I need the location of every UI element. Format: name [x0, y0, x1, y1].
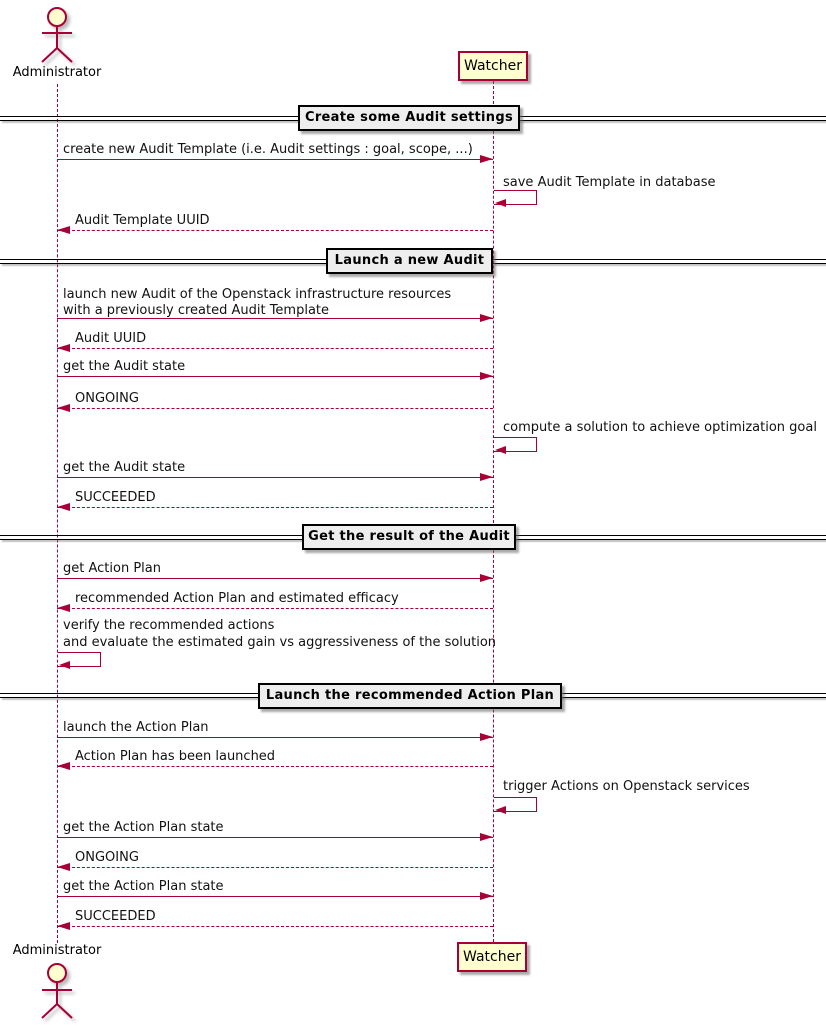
return-line	[57, 926, 493, 927]
return-line	[57, 230, 493, 231]
return-audit-template-uuid: Audit Template UUID	[75, 213, 210, 228]
self-message-verify-line1: verify the recommended actions	[63, 618, 275, 633]
watcher-box-bottom: Watcher	[457, 942, 527, 972]
arrowhead-right-icon	[480, 574, 493, 582]
arrowhead-right-icon	[480, 155, 493, 163]
arrow-line	[57, 376, 493, 377]
arrowhead-right-icon	[480, 833, 493, 841]
message-launch-new-audit-line2: with a previously created Audit Template	[63, 303, 330, 318]
arrowhead-right-icon	[480, 733, 493, 741]
arrowhead-left-icon	[57, 863, 70, 871]
message-launch-action-plan: launch the Action Plan	[63, 720, 209, 735]
return-line	[57, 608, 493, 609]
message-get-audit-state-1: get the Audit state	[63, 359, 186, 374]
return-line	[57, 348, 493, 349]
arrow-line	[57, 896, 493, 897]
administrator-actor-icon-bottom	[37, 958, 77, 1020]
administrator-label-bottom: Administrator	[12, 943, 102, 958]
arrowhead-left-icon	[495, 806, 506, 814]
return-line	[57, 507, 493, 508]
self-message-save-template: save Audit Template in database	[503, 175, 716, 190]
return-recommended-action-plan: recommended Action Plan and estimated efficacy	[75, 591, 399, 606]
message-get-action-plan: get Action Plan	[63, 561, 161, 576]
return-ongoing-2: ONGOING	[75, 850, 139, 865]
arrowhead-left-icon	[57, 226, 70, 234]
self-message-verify-line2: and evaluate the estimated gain vs aggressiveness of the solution	[63, 635, 497, 650]
arrowhead-right-icon	[480, 372, 493, 380]
arrowhead-left-icon	[57, 604, 70, 612]
administrator-actor-icon	[37, 5, 77, 63]
arrowhead-right-icon	[480, 314, 493, 322]
message-get-action-plan-state-1: get the Action Plan state	[63, 820, 224, 835]
arrowhead-right-icon	[480, 892, 493, 900]
return-ongoing-1: ONGOING	[75, 391, 139, 406]
message-get-action-plan-state-2: get the Action Plan state	[63, 879, 224, 894]
return-audit-uuid: Audit UUID	[75, 331, 147, 346]
return-line	[57, 867, 493, 868]
arrowhead-left-icon	[57, 922, 70, 930]
message-get-audit-state-2: get the Audit state	[63, 460, 186, 475]
self-message-compute-solution: compute a solution to achieve optimization goal	[503, 420, 817, 435]
administrator-label-top: Administrator	[12, 65, 102, 80]
return-line	[57, 766, 493, 767]
arrowhead-left-icon	[59, 661, 70, 669]
divider-title-get-result: Get the result of the Audit	[302, 524, 516, 550]
arrow-line	[57, 837, 493, 838]
arrowhead-left-icon	[57, 762, 70, 770]
arrow-line	[57, 159, 493, 160]
arrowhead-right-icon	[480, 473, 493, 481]
divider-title-create-audit-settings: Create some Audit settings	[298, 105, 520, 131]
lifeline-administrator	[57, 84, 58, 943]
lifeline-watcher	[493, 81, 494, 942]
arrow-line	[57, 318, 493, 319]
return-line	[57, 408, 493, 409]
self-message-trigger-actions: trigger Actions on Openstack services	[503, 779, 750, 794]
return-succeeded-1: SUCCEEDED	[75, 490, 156, 505]
message-launch-new-audit-line1: launch new Audit of the Openstack infrastructure resources	[63, 287, 452, 302]
watcher-box-top: Watcher	[458, 51, 528, 81]
divider-title-launch-new-audit: Launch a new Audit	[326, 248, 493, 274]
arrowhead-left-icon	[495, 446, 506, 454]
arrowhead-left-icon	[57, 503, 70, 511]
divider-title-launch-action-plan: Launch the recommended Action Plan	[258, 683, 562, 709]
arrowhead-left-icon	[495, 199, 506, 207]
return-action-plan-launched: Action Plan has been launched	[75, 749, 276, 764]
arrow-line	[57, 477, 493, 478]
return-succeeded-2: SUCCEEDED	[75, 909, 156, 924]
arrow-line	[57, 737, 493, 738]
arrow-line	[57, 578, 493, 579]
arrowhead-left-icon	[57, 344, 70, 352]
arrowhead-left-icon	[57, 404, 70, 412]
message-create-audit-template: create new Audit Template (i.e. Audit settings : goal, scope, ...)	[63, 142, 473, 157]
